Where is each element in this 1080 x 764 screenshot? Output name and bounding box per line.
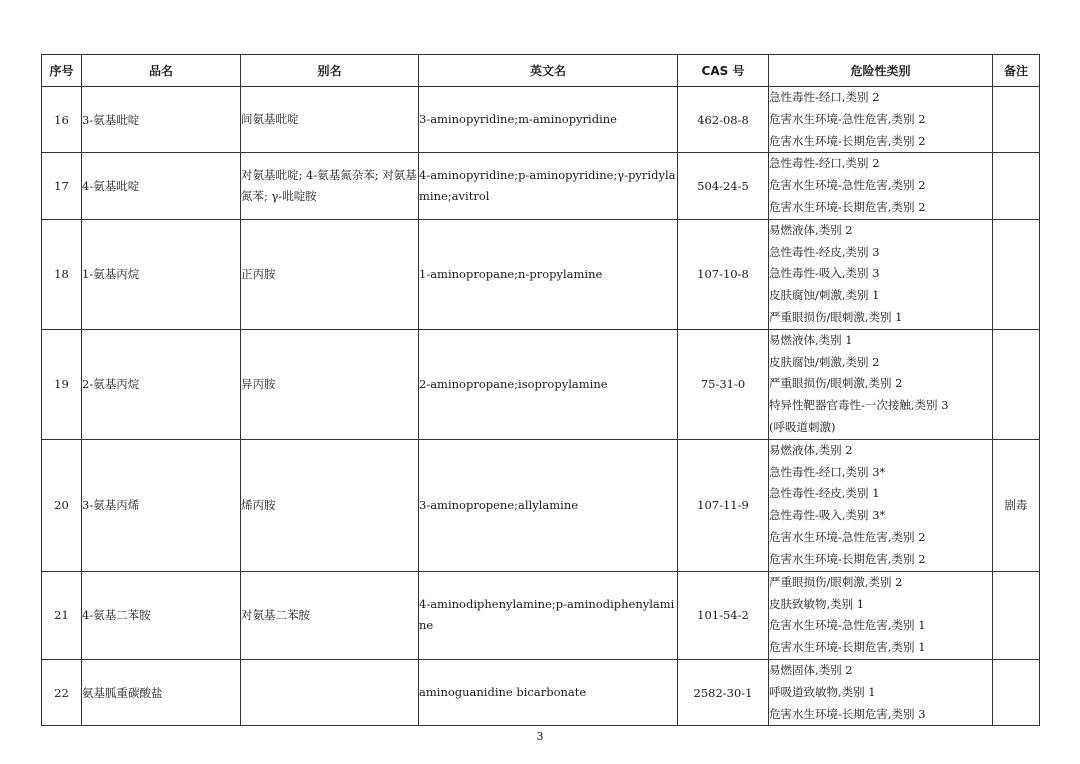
product-name: 2-氨基丙烷 [82, 329, 241, 439]
note [993, 329, 1040, 439]
hazard-item: 易燃固体,类别 2 [769, 662, 853, 677]
english-name: 3-aminopyridine;m-aminopyridine [419, 87, 678, 153]
alias-name: 烯丙胺 [241, 439, 419, 571]
col-header-hazard: 危险性类别 [769, 55, 993, 87]
table-row [42, 329, 1040, 439]
hazard-categories [769, 439, 993, 571]
hazard-item: 易燃液体,类别 1 [769, 332, 853, 347]
note [993, 219, 1040, 329]
english-name: 2-aminopropane;isopropylamine [419, 329, 678, 439]
english-name: 1-aminopropane;n-propylamine [419, 219, 678, 329]
cas-number: 462-08-8 [678, 87, 769, 153]
row-number: 19 [42, 329, 82, 439]
row-number: 17 [42, 153, 82, 219]
product-name: 1-氨基丙烷 [82, 219, 241, 329]
hazard-item: 急性毒性-经皮,类别 1 [769, 486, 880, 501]
table-row [42, 659, 1040, 725]
alias-name: 对氨基吡啶; 4-氨基氮杂苯; 对氨基氮苯; γ-吡啶胺 [241, 153, 419, 219]
chemical-table [41, 54, 1040, 726]
hazard-item: 急性毒性-经口,类别 3* [769, 464, 886, 479]
english-name: 4-aminopyridine;p-aminopyridine;γ-pyridylamine;avitrol [419, 153, 678, 219]
hazard-item: 急性毒性-吸入,类别 3 [769, 266, 880, 281]
note: 剧毒 [993, 439, 1040, 571]
note [993, 571, 1040, 659]
hazard-item: 急性毒性-吸入,类别 3* [769, 508, 886, 523]
note [993, 87, 1040, 153]
english-name: aminoguanidine bicarbonate [419, 659, 678, 725]
hazard-item: 危害水生环境-急性危害,类别 2 [769, 530, 926, 545]
hazard-item: 危害水生环境-长期危害,类别 2 [769, 199, 926, 214]
hazard-item: 严重眼损伤/眼刺激,类别 2 [769, 376, 903, 391]
row-number: 21 [42, 571, 82, 659]
hazard-categories [769, 153, 993, 219]
row-number: 18 [42, 219, 82, 329]
hazard-item: 危害水生环境-长期危害,类别 2 [769, 133, 926, 148]
english-name: 3-aminopropene;allylamine [419, 439, 678, 571]
alias-name [241, 659, 419, 725]
alias-name: 正丙胺 [241, 219, 419, 329]
cas-number: 107-10-8 [678, 219, 769, 329]
cas-number: 107-11-9 [678, 439, 769, 571]
row-number: 20 [42, 439, 82, 571]
cas-number: 101-54-2 [678, 571, 769, 659]
hazard-categories [769, 87, 993, 153]
page-number: 3 [536, 730, 544, 743]
header-row [42, 55, 1040, 87]
hazard-item: 特异性靶器官毒性-一次接触,类别 3 [769, 398, 949, 413]
hazard-categories [769, 659, 993, 725]
alias-name: 异丙胺 [241, 329, 419, 439]
hazard-item: 皮肤腐蚀/刺激,类别 2 [769, 354, 880, 369]
hazard-item: 危害水生环境-急性危害,类别 2 [769, 111, 926, 126]
alias-name: 对氨基二苯胺 [241, 571, 419, 659]
alias-name: 间氨基吡啶 [241, 87, 419, 153]
hazard-item: (呼吸道刺激) [769, 419, 836, 434]
col-header-no: 序号 [42, 55, 82, 87]
product-name: 4-氨基二苯胺 [82, 571, 241, 659]
hazard-item: 危害水生环境-长期危害,类别 1 [769, 640, 926, 655]
hazard-item: 皮肤致敏物,类别 1 [769, 596, 865, 611]
hazard-item: 皮肤腐蚀/刺激,类别 1 [769, 288, 880, 303]
table-row [42, 153, 1040, 219]
cas-number: 504-24-5 [678, 153, 769, 219]
hazard-item: 急性毒性-经口,类别 2 [769, 156, 880, 171]
col-header-cas: CAS 号 [678, 55, 769, 87]
col-header-note: 备注 [993, 55, 1040, 87]
col-header-name: 品名 [82, 55, 241, 87]
table-row [42, 87, 1040, 153]
product-name: 3-氨基丙烯 [82, 439, 241, 571]
row-number: 16 [42, 87, 82, 153]
table-row [42, 571, 1040, 659]
note [993, 153, 1040, 219]
hazard-categories [769, 329, 993, 439]
cas-number: 75-31-0 [678, 329, 769, 439]
hazard-categories [769, 571, 993, 659]
table-row [42, 219, 1040, 329]
product-name: 氨基胍重碳酸盐 [82, 659, 241, 725]
hazard-categories [769, 219, 993, 329]
hazard-item: 危害水生环境-急性危害,类别 1 [769, 618, 926, 633]
english-name: 4-aminodiphenylamine;p-aminodiphenylamine [419, 571, 678, 659]
cas-number: 2582-30-1 [678, 659, 769, 725]
product-name: 3-氨基吡啶 [82, 87, 241, 153]
hazard-item: 急性毒性-经口,类别 2 [769, 90, 880, 104]
hazard-item: 易燃液体,类别 2 [769, 442, 853, 457]
hazard-item: 急性毒性-经皮,类别 3 [769, 244, 880, 259]
col-header-alias: 别名 [241, 55, 419, 87]
hazard-item: 危害水生环境-长期危害,类别 3 [769, 706, 926, 721]
hazard-item: 危害水生环境-长期危害,类别 2 [769, 551, 926, 566]
row-number: 22 [42, 659, 82, 725]
hazard-item: 易燃液体,类别 2 [769, 222, 853, 237]
product-name: 4-氨基吡啶 [82, 153, 241, 219]
hazard-item: 严重眼损伤/眼刺激,类别 2 [769, 574, 903, 589]
note [993, 659, 1040, 725]
hazard-item: 呼吸道致敏物,类别 1 [769, 684, 876, 699]
col-header-english: 英文名 [419, 55, 678, 87]
table-row [42, 439, 1040, 571]
hazard-item: 严重眼损伤/眼刺激,类别 1 [769, 309, 903, 324]
hazard-item: 危害水生环境-急性危害,类别 2 [769, 178, 926, 193]
